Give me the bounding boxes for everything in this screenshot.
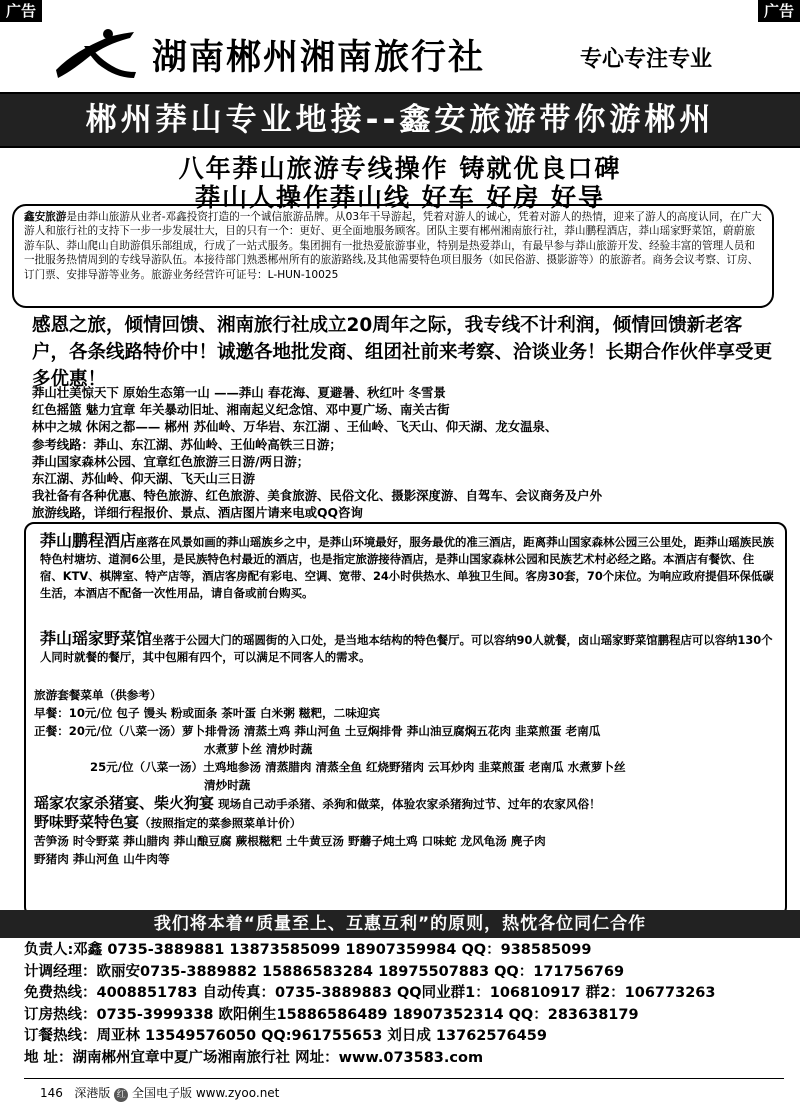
contact-line: 免费热线：4008851783 自动传真：0735-3889883 QQ同业群1：106810917 群2：106773263 (24, 985, 716, 1002)
contact-line: 地 址：湖南郴州宜章中夏广场湘南旅行社 网址：www.073583.com (24, 1049, 484, 1066)
route-line: 我社备有各种优惠、特色旅游、红色旅游、美食旅游、民俗文化、摄影深度游、自驾车、会议商务及户外 (32, 488, 602, 504)
ad-label-right: 广告 (758, 0, 800, 22)
slogan-line-1: 八年莽山旅游专线操作 铸就优良口碑 (178, 154, 622, 183)
route-line: 林中之城 休闲之都—— 郴州 苏仙岭、万华岩、东江湖 、王仙岭、飞天山、仰天湖、龙女温泉、 (32, 419, 558, 435)
feast-title: 瑶家农家杀猪宴、柴火狗宴 (34, 794, 215, 812)
route-lines (32, 384, 777, 522)
menu (34, 686, 779, 868)
intro-box (12, 204, 774, 308)
cooperation-banner: 我们将本着“质量至上、互惠互利”的原则，热忱各位同仁合作 (0, 910, 800, 938)
hotel-text: 座落在风景如画的莽山瑶族乡之中，是莽山环境最好，服务最优的准三酒店，距离莽山国家森林公园三公里处，距莽山瑶族民族特色村塘坊、道洞6公里，是民族特色村最近的酒店，也是指定旅游接待酒店，是莽山国家森林公园和民族艺术村必经之路。本酒店有餐饮、住宿、KTV、棋牌室、特产店等，酒店客房配有彩电、空调、宽带、24小时供热水、单独卫生间。客房30套，70个床位。为响应政府提倡环保低碳生活，本酒店不配备一次性用品，请自备或前台购买。 (40, 535, 774, 600)
contacts (24, 940, 794, 1070)
wild-note: （按照指定的菜参照菜单计价） (139, 816, 302, 830)
edition-circle: 红 (114, 1088, 128, 1102)
route-line: 旅游线路，详细行程报价、景点、酒店图片请来电或QQ咨询 (32, 505, 363, 521)
contact-line: 订房热线：0735-3999338 欧阳俐生15886586489 18907352314 QQ：283638179 (24, 1006, 639, 1023)
page-footer (40, 1084, 279, 1102)
wild-dishes-2: 野猪肉 莽山河鱼 山牛肉等 (34, 852, 170, 866)
contact-line: 负责人:邓鑫 0735-3889881 13873585099 18907359984 QQ：938585099 (24, 942, 592, 958)
hotel-section (24, 522, 787, 917)
menu-breakfast: 早餐：10元/位 包子 馒头 粉或面条 茶叶蛋 白米粥 糍粑，二味迎宾 (34, 706, 381, 720)
intro-brand: 鑫安旅游 (24, 211, 67, 223)
menu-title: 旅游套餐菜单（供参考） (34, 688, 162, 702)
wild-dishes-1: 苦笋汤 时令野菜 莽山腊肉 莽山酿豆腐 蕨根糍粑 土牛黄豆汤 野蘑子炖土鸡 口味蛇 龙风龟汤 麂子肉 (34, 834, 546, 848)
feast-text: 现场自己动手杀猪、杀狗和做菜，体验农家杀猪狗过节、过年的农家风俗！ (218, 797, 601, 811)
site-label: 全国电子版 www.zyoo.net (132, 1086, 280, 1100)
menu-lunch-20-cont: 水煮萝卜丝 清炒时蔬 (204, 742, 313, 756)
route-line: 莽山壮美惊天下 原始生态第一山 ——莽山 春花海、夏避暑、秋红叶 冬雪景 (32, 385, 446, 400)
main-banner: 郴州莽山专业地接--鑫安旅游带你游郴州 (0, 92, 800, 148)
restaurant-text: 坐落于公园大门的瑶圆街的入口处，是当地本结构的特色餐厅。可以容纳90人就餐，卤山瑶家野菜馆鹏程店可以容纳130个人同时就餐的餐厅，其中包厢有四个，可以满足不同客人的需求。 (40, 633, 773, 664)
company-name: 湖南郴州湘南旅行社 (152, 38, 486, 78)
route-line: 东江湖、苏仙岭、仰天湖、飞天山三日游 (32, 471, 256, 487)
menu-lunch-25-cont: 清炒时蔬 (204, 778, 251, 792)
intro-text: 是由莽山旅游从业者-邓鑫投资打造的一个诚信旅游品牌。从03年干导游起，凭着对游人的诚心，凭着对游人的热情，迎来了游人的高度认同，在广大游人和旅行社的支持下一步一步发展壮大，目的只有一个：更好、更全面地服务顾客。团队主要有郴州湘南旅行社，莽山鹏程酒店，莽山瑶家野菜馆，蔚蔚旅游车队、莽山爬山自助游俱乐部组成，行成了一站式服务。集团拥有一批热爱旅游事业，特别是热爱莽山，有最早参与莽山旅游开发、经验丰富的管理人员和一批服务热情周到的专线导游队伍。本接待部门熟悉郴州所有的旅游路线,及其他需要特色项目服务（如民俗游、摄影游等）的旅游者。商务会议考察、订房、订门票、安排导游等业务。旅游业务经营许可证号：L-HUN-10025 (24, 211, 762, 281)
restaurant-paragraph (40, 630, 775, 666)
restaurant-title: 莽山瑶家野菜馆 (40, 629, 153, 648)
footer-divider (24, 1078, 784, 1079)
header (40, 22, 760, 84)
hotel-title: 莽山鹏程酒店 (40, 531, 137, 550)
route-line: 参考线路：莽山、东江湖、苏仙岭、王仙岭高铁三日游； (32, 436, 342, 452)
promo-text: 感恩之旅，倾情回馈、湘南旅行社成立20周年之际，我专线不计利润，倾情回馈新老客户，各条线路特价中！诚邀各地批发商、组团社前来考察、洽谈业务！长期合作伙伴享受更多优惠！ (32, 315, 773, 390)
page-number: 146 (40, 1086, 63, 1100)
contact-line: 计调经理：欧丽安0735-3889882 15886583284 18975507883 QQ：171756769 (24, 963, 625, 980)
slogan-line-2: 莽山人操作莽山线 好车 好房 好导 (194, 183, 606, 212)
company-logo-icon (50, 26, 140, 82)
hotel-paragraph (40, 532, 775, 602)
contact-line: 订餐热线：周亚林 13549576050 QQ:961755653 刘日成 13762576459 (24, 1028, 547, 1045)
route-line: 红色摇篮 魅力宜章 年关暴动旧址、湘南起义纪念馆、邓中夏广场、南关古街 (32, 402, 450, 418)
company-slogan: 专心专注专业 (580, 47, 713, 72)
ad-label-left: 广告 (0, 0, 42, 22)
menu-lunch-20: 正餐：20元/位（八菜一汤）萝卜排骨汤 清蒸土鸡 莽山河鱼 土豆焖排骨 莽山油豆腐焖五花肉 韭菜煎蛋 老南瓜 (34, 724, 601, 738)
edition-label: 深港版 (74, 1086, 111, 1100)
menu-lunch-25: 25元/位（八菜一汤）土鸡地参汤 清蒸腊肉 清蒸全鱼 红烧野猪肉 云耳炒肉 韭菜煎蛋 老南瓜 水煮萝卜丝 (90, 760, 626, 774)
route-line: 莽山国家森林公园、宜章红色旅游三日游/两日游； (32, 453, 310, 469)
wild-title: 野味野菜特色宴 (34, 813, 140, 831)
